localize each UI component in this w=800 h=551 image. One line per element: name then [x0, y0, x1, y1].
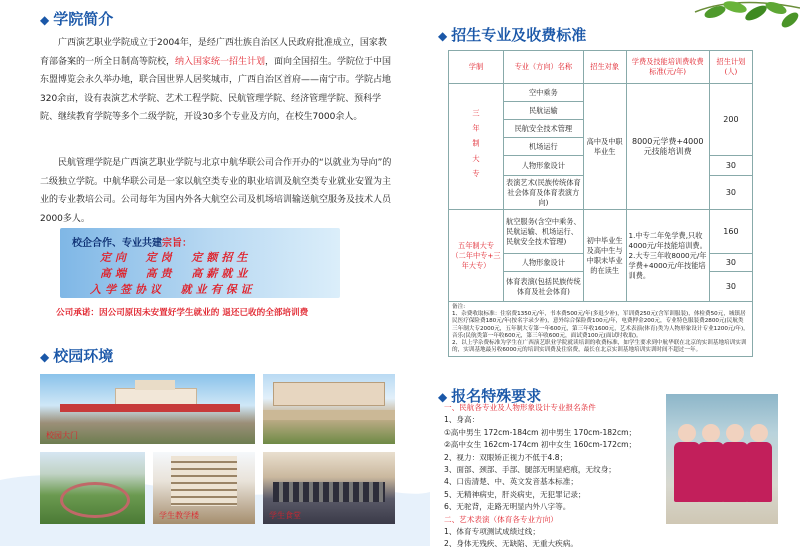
intro-title: 学院简介: [53, 10, 114, 28]
banner-heading-text: 校企合作、专业共建: [72, 238, 162, 249]
photo-label-teaching: 学生教学楼: [159, 511, 199, 520]
teaching-building-photo: [153, 452, 255, 524]
table-header-row: [449, 51, 753, 84]
list-item: 1、身高：: [444, 415, 480, 425]
photo-label-gate: 校园大门: [46, 431, 78, 440]
notes-cell: [449, 302, 753, 357]
plan-cell: 160: [709, 210, 752, 254]
cooperation-banner: [60, 228, 340, 298]
building-shape: [273, 382, 385, 406]
plan-cell: 200: [709, 84, 752, 156]
three-year-label: 三年制大专: [449, 84, 504, 210]
campus-building-photo: [263, 374, 395, 444]
list-item: 3、面部、颈部、手部、腿部无明显疤痕，无纹身；: [444, 465, 616, 475]
flight-attendants-photo: [666, 394, 778, 524]
person-head-shape: [702, 424, 720, 442]
major-cell: 人物形象设计: [504, 156, 584, 176]
major-cell: 民航安全技术管理: [504, 120, 584, 138]
diamond-icon: ◆: [40, 350, 50, 364]
leaves-decoration: [690, 0, 800, 32]
campus-title: 校园环境: [53, 347, 114, 365]
intro-text-a: 广西演艺职业学院成立于2004年，是经广西壮族自治区人民政府批准成立，国家教育部备案的一所全日制高等院校，: [40, 38, 387, 67]
banner-heading-red: 宗旨：: [162, 238, 192, 249]
intro-paragraph-1: [40, 34, 395, 127]
major-cell: 空中乘务: [504, 84, 584, 102]
header-cell: 学费及技能培训费收费标准(元/年): [626, 51, 709, 84]
fee-cell: 1.中专二年免学费,只收4000元/年技能培训费。2.大专三年收8000元/年学费+4000元/年技能培训费。: [626, 210, 709, 302]
header-cell: 学制: [449, 51, 504, 84]
person-body-shape: [674, 442, 700, 502]
building-top-shape: [135, 380, 175, 390]
diamond-icon: ◆: [40, 13, 50, 27]
requirements-subtitle-1: 一、民航各专业及人物形象设计专业报名条件: [444, 403, 596, 412]
major-cell: 航空服务(含空中乘务、民航运输、机场运行、民航安全技术管理): [504, 210, 584, 254]
campus-garden-photo: [40, 452, 145, 524]
list-item: 2、视力：双眼矫正视力不低于4.8；: [444, 452, 568, 462]
plan-cell: 30: [709, 156, 752, 176]
notes-label: 备注:: [452, 304, 466, 310]
garden-path-shape: [60, 482, 130, 518]
list-item: 4、口齿清楚、中、英文发音基本标准；: [444, 477, 578, 487]
gate-roof-shape: [60, 404, 240, 412]
table-row: [449, 210, 753, 254]
fee-title: 招生专业及收费标准: [451, 26, 587, 44]
list-item: 2、身体无残疾、无缺陷、无重大疾病。: [444, 539, 578, 549]
major-cell: 民航运输: [504, 102, 584, 120]
canteen-photo: [263, 452, 395, 524]
list-item: 6、无驼背，走路无明显内外八字等。: [444, 502, 571, 512]
major-cell: 机场运行: [504, 138, 584, 156]
intro-text-red: 纳入国家统一招生计划: [175, 56, 266, 67]
campus-title-row: [40, 345, 113, 366]
fee-title-row: [438, 24, 586, 45]
list-item: 5、无精神病史，肝炎病史，无犯罪记录；: [444, 489, 586, 499]
photo-label-canteen: 学生食堂: [269, 511, 301, 520]
target-cell: 高中及中职毕业生: [583, 84, 626, 210]
major-cell: 表演艺术(民族传统体育社会体育及体育表演方向): [504, 176, 584, 210]
fee-table: [448, 50, 753, 357]
list-item: ②高中女生 162cm-174cm 初中女生 160cm-172cm；: [444, 440, 637, 450]
note-2: 2、以上学杂费标准为学生在广西演艺职业学院就读培训的收费标准，如学生要求到中航华联在北京的实训基地培训实训的，实训基地最另收6000元的培训实训费及住宿费，最长在北京实训基地培训实训时间不超过一年。: [452, 340, 747, 354]
header-cell: 招生对象: [583, 51, 626, 84]
note-1: 1、杂费收取标准：住宿费1350元/年，书本费500元/年(多退少补)，军训费250元(含军训服装)，体检费50元，城镇居民医疗保险费180元/年(按名字录少补)，意外综合保险费100元/年，电费押金200元，专业特色服装费2800元(民航类三年制大专2000元，五年制大专第一年600元，第三年收1600元，艺术表演(体育)类为人物形象设计专业1200元/年)，音乐(民航类第一年收600元，第三年收600元，面试费100元(面试时收取)。: [452, 311, 749, 339]
banner-line-2: 高端 高贵 高薪就业: [100, 267, 252, 280]
plaza-shape: [263, 410, 395, 420]
plan-cell: 30: [709, 254, 752, 272]
banner-line-3: 入学签协议 就业有保证: [90, 283, 256, 296]
company-promise: 公司承诺：因公司原因未安置好学生就业的 退还已收的全部培训费: [56, 308, 309, 318]
person-body-shape: [722, 442, 748, 502]
plan-cell: 30: [709, 176, 752, 210]
list-item: 1、体育专项测试成绩过线；: [444, 527, 540, 537]
table-row: [449, 84, 753, 102]
building-shape: [171, 456, 237, 506]
fee-cell: 8000元学费+4000元技能培训费: [626, 84, 709, 210]
banner-line-1: 定向 定岗 定额招生: [100, 251, 252, 264]
header-cell: 专业（方向）名称: [504, 51, 584, 84]
person-head-shape: [750, 424, 768, 442]
diamond-icon: ◆: [438, 29, 448, 43]
major-cell: 人物形象设计: [504, 254, 584, 272]
major-cell: 体育表演(包括民族传统体育及社会体育): [504, 272, 584, 302]
requirements-title: 报名特殊要求: [451, 387, 542, 405]
intro-title-row: [40, 8, 113, 29]
intro-paragraph-2: 民航管理学院是广西演艺职业学院与北京中航华联公司合作开办的“以就业为导向”的二级独立学院。中航华联公司是一家以航空类专业的职业培训及航空类专业就业安置为主业的专业教培公司。公司每年为国内外各大航空公司及机场培训输送航空服务及技术人员2000多人。: [40, 158, 392, 224]
header-cell: 招生计划(人): [709, 51, 752, 84]
person-body-shape: [746, 442, 772, 502]
person-body-shape: [698, 442, 724, 502]
plan-cell: 30: [709, 272, 752, 302]
five-year-label: 五年制大专（二年中专+三年大专）: [449, 210, 504, 302]
banner-heading: [72, 234, 192, 249]
intro-text-b: ，面向全国招生。学院位于中国东盟博览会永久举办地，联合国世界人居奖城市，广西自治区首府——南宁市。学院占地320余亩，设有表演艺术学院、艺术工程学院、民航管理学院、经济管理学院、预科学院、继续教育学院等多个二级学院，开设30多个专业及方向，在校生7000余人。: [40, 56, 392, 122]
campus-gate-photo: [40, 374, 255, 444]
person-head-shape: [678, 424, 696, 442]
requirements-subtitle-2: 二、艺术表演（体育各专业方向）: [444, 514, 558, 524]
target-cell: 初中毕业生及高中生与中职未毕业的在读生: [583, 210, 626, 302]
list-item: ①高中男生 172cm-184cm 初中男生 170cm-182cm；: [444, 427, 637, 437]
diamond-icon: ◆: [438, 390, 448, 404]
person-head-shape: [726, 424, 744, 442]
table-notes-row: [449, 302, 753, 357]
requirements-list: [444, 402, 664, 551]
students-shape: [273, 482, 385, 502]
